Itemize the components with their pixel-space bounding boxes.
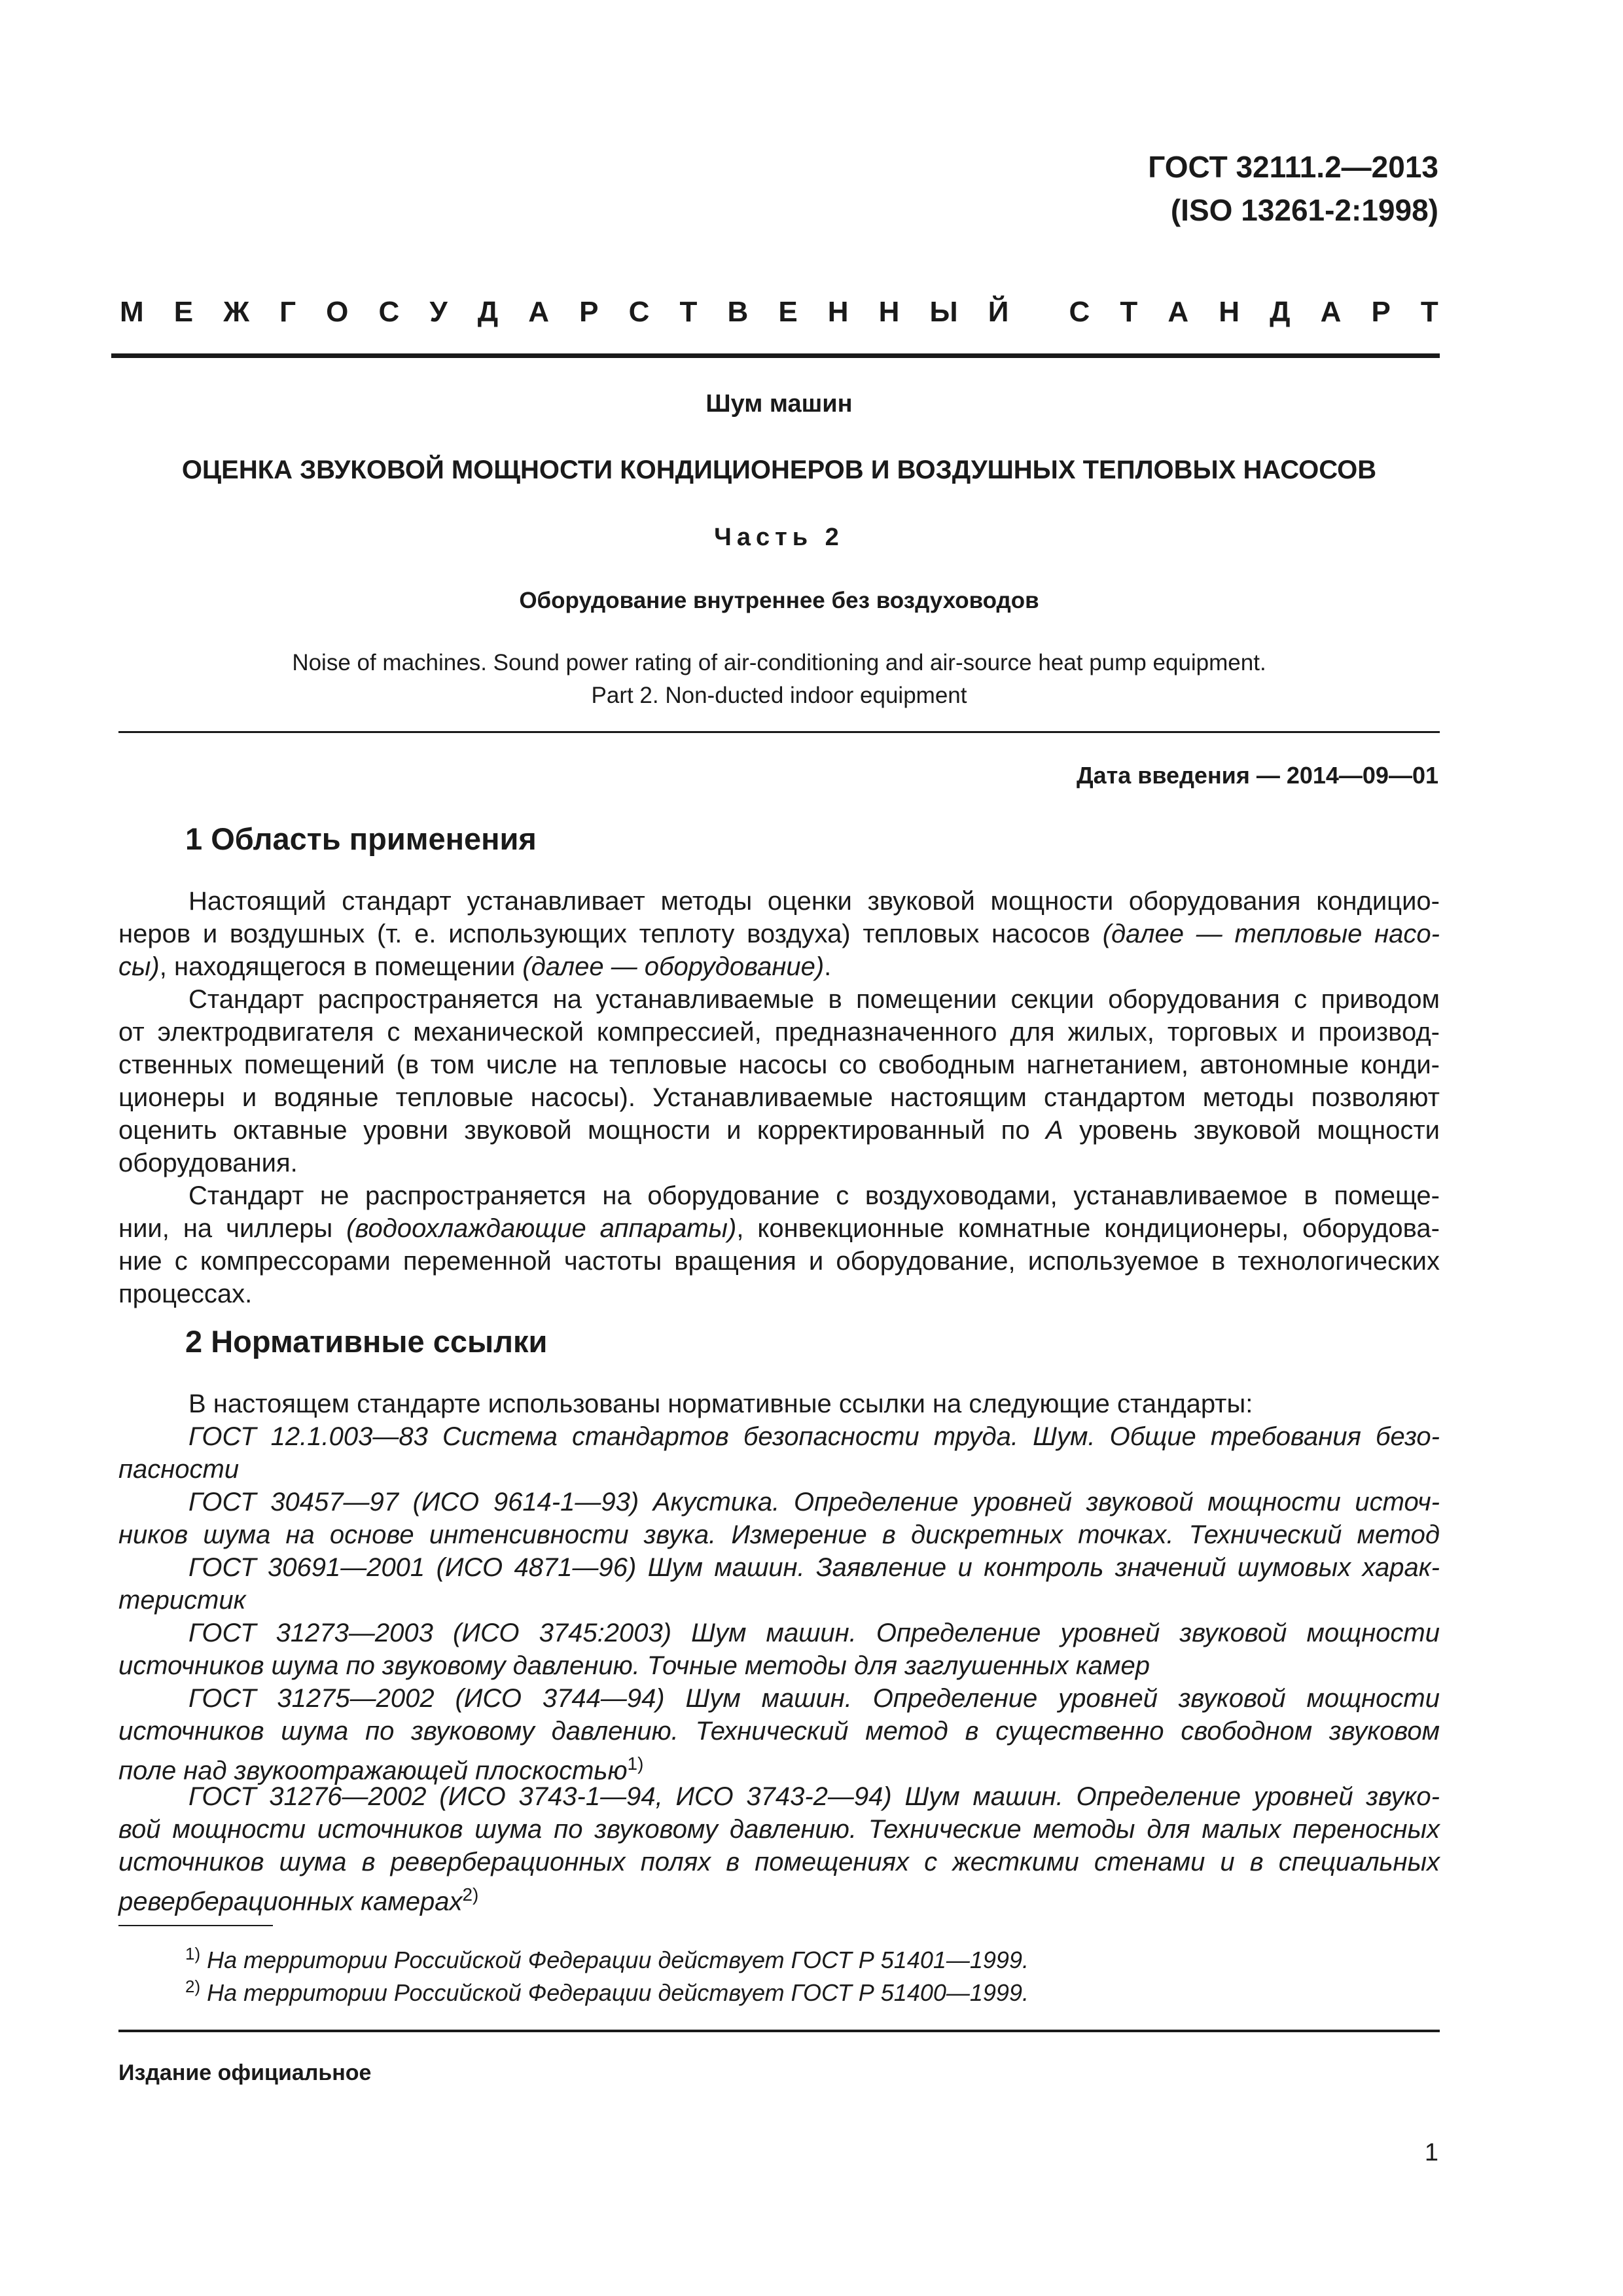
header-rule: [111, 353, 1440, 358]
heading-letter: Ж: [223, 296, 249, 328]
paragraph-line: процессах.: [118, 1280, 253, 1308]
section-2-body: [118, 1388, 1440, 1916]
paragraph-line: Настоящий стандарт устанавливает методы оценки звуковой мощности оборудования кондицио-: [188, 887, 1440, 916]
paragraph-line: В настоящем стандарте использованы нормативные ссылки на следующие стандарты:: [188, 1390, 1253, 1418]
paragraph-line: неров и воздушных (т. е. использующих теплоту воздуха) тепловых насосов (далее — тепловые насо-: [118, 920, 1440, 948]
heading-letter: М: [120, 296, 144, 328]
paragraph-line: ственных помещений (в том числе на тепловые насосы со свободным нагнетанием, автономные конди-: [118, 1050, 1440, 1079]
heading-letter: У: [429, 296, 448, 328]
heading-letter: Й: [988, 296, 1009, 328]
paragraph-line: Стандарт распространяется на устанавливаемые в помещении секции оборудования с приводом: [188, 985, 1440, 1014]
reference-line: теристик: [118, 1586, 246, 1615]
section-1-body: [118, 885, 1440, 1310]
paragraph-line: от электродвигателя с механической компрессией, предназначенного для жилых, торговых и производ-: [118, 1018, 1440, 1047]
heading-letter: В: [727, 296, 749, 328]
heading-letter: Р: [1371, 296, 1391, 328]
reference-line: ГОСТ 30691—2001 (ИСО 4871—96) Шум машин. Заявление и контроль значений шумовых харак-: [188, 1553, 1440, 1582]
footnote-text: На территории Российской Федерации действует ГОСТ Р 51401—1999.: [207, 1946, 1029, 1973]
footnote-mark: 1): [185, 1944, 201, 1964]
reference-line: ГОСТ 31275—2002 (ИСО 3744—94) Шум машин. Определение уровней звуковой мощности: [188, 1684, 1440, 1713]
footer-rule: [118, 2030, 1440, 2032]
heading-letter: А: [1320, 296, 1342, 328]
edition-label: Издание официальное: [118, 2060, 372, 2085]
intro-date: Дата введения — 2014—09—01: [1076, 762, 1438, 789]
heading-letter: А: [1168, 296, 1189, 328]
paragraph-line: Стандарт не распространяется на оборудование с воздуховодами, устанавливаемое в помеще-: [188, 1181, 1440, 1210]
standard-type-heading: [120, 296, 1438, 329]
heading-letter: С: [378, 296, 400, 328]
iso-number: (ISO 13261-2:1998): [1170, 193, 1438, 227]
reference-line: источников шума в реверберационных полях в помещениях с жесткими стенами и в специальных: [118, 1848, 1440, 1876]
title-part: Часть 2: [714, 524, 844, 551]
reference-line: ГОСТ 30457—97 (ИСО 9614-1—93) Акустика. Определение уровней звуковой мощности источ-: [188, 1488, 1440, 1516]
paragraph-line: ние с компрессорами переменной частоты вращения и оборудование, используемое в технологических: [118, 1247, 1440, 1276]
heading-letter: Т: [1120, 296, 1138, 328]
reference-line: ГОСТ 12.1.003—83 Система стандартов безопасности труда. Шум. Общие требования безо-: [188, 1422, 1440, 1451]
footnote-ref-1: 1): [627, 1753, 644, 1774]
heading-letter: Д: [1270, 296, 1291, 328]
paragraph-line: оборудования.: [118, 1149, 298, 1177]
heading-letter: О: [326, 296, 349, 328]
heading-letter: Д: [477, 296, 499, 328]
footnote-2: [185, 1977, 1029, 2007]
heading-letter: Г: [279, 296, 296, 328]
gost-number: ГОСТ 32111.2—2013: [1148, 150, 1438, 184]
paragraph-line: сы), находящегося в помещении (далее — оборудование).: [118, 952, 832, 981]
heading-letter: Т: [1420, 296, 1438, 328]
paragraph-line: ционеры и водяные тепловые насосы). Устанавливаемые настоящим стандартом методы позволяют: [118, 1083, 1440, 1112]
footnote-ref-2: 2): [462, 1884, 479, 1905]
footnote-separator: [118, 1925, 273, 1926]
gost-number-block: [1148, 145, 1438, 232]
heading-letter: Е: [778, 296, 798, 328]
page-number: 1: [1424, 2139, 1438, 2166]
reference-line: поле над звукоотражающей плоскостью$^{1)}$: [118, 1753, 644, 1785]
title-group: Шум машин: [705, 390, 853, 418]
title-english-line1: Noise of machines. Sound power rating of air-conditioning and air-source heat pump equipment.: [292, 650, 1266, 675]
title-main: ОЦЕНКА ЗВУКОВОЙ МОЩНОСТИ КОНДИЦИОНЕРОВ И ВОЗДУШНЫХ ТЕПЛОВЫХ НАСОСОВ: [181, 456, 1377, 484]
footnote-1: [185, 1944, 1029, 1974]
reference-line: ГОСТ 31273—2003 (ИСО 3745:2003) Шум машин. Определение уровней звуковой мощности: [188, 1619, 1440, 1647]
title-rule: [118, 731, 1440, 733]
heading-letter: Е: [173, 296, 194, 328]
heading-letter: Р: [579, 296, 599, 328]
footnote-mark: 2): [185, 1977, 201, 1996]
reference-line: источников шума по звуковому давлению. Точные методы для заглушенных камер: [118, 1651, 1150, 1680]
reference-line: реверберационных камерах$^{2)}$: [118, 1884, 479, 1916]
reference-line: пасности: [118, 1455, 240, 1484]
section-2-heading: 2 Нормативные ссылки: [185, 1324, 548, 1359]
heading-letter: С: [1069, 296, 1090, 328]
section-1-heading: 1 Область применения: [185, 821, 537, 856]
reference-line: источников шума по звуковому давлению. Технический метод в существенно свободном звуковом: [118, 1717, 1440, 1746]
heading-letter: Н: [878, 296, 900, 328]
heading-letter: Ы: [929, 296, 958, 328]
title-english-line2: Part 2. Non-ducted indoor equipment: [591, 683, 967, 708]
paragraph-line: нии, на чиллеры (водоохлаждающие аппараты), конвекционные комнатные кондиционеры, оборудова-: [118, 1214, 1440, 1243]
footnote-text: На территории Российской Федерации действует ГОСТ Р 51400—1999.: [207, 1979, 1029, 2006]
heading-letter: С: [628, 296, 650, 328]
paragraph-line: оценить октавные уровни звуковой мощности и корректированный по A уровень звуковой мощности: [118, 1116, 1440, 1145]
heading-letter: А: [528, 296, 550, 328]
reference-line: ников шума на основе интенсивности звука. Измерение в дискретных точках. Технический метод: [118, 1520, 1440, 1549]
reference-line: ГОСТ 31276—2002 (ИСО 3743-1—94, ИСО 3743-2—94) Шум машин. Определение уровней звуко-: [188, 1782, 1440, 1811]
heading-letter: Т: [679, 296, 698, 328]
heading-letter: Н: [827, 296, 849, 328]
heading-letter: Н: [1219, 296, 1240, 328]
title-subtitle: Оборудование внутреннее без воздуховодов: [519, 588, 1039, 613]
reference-line: вой мощности источников шума по звуковому давлению. Технические методы для малых переносных: [118, 1815, 1440, 1844]
